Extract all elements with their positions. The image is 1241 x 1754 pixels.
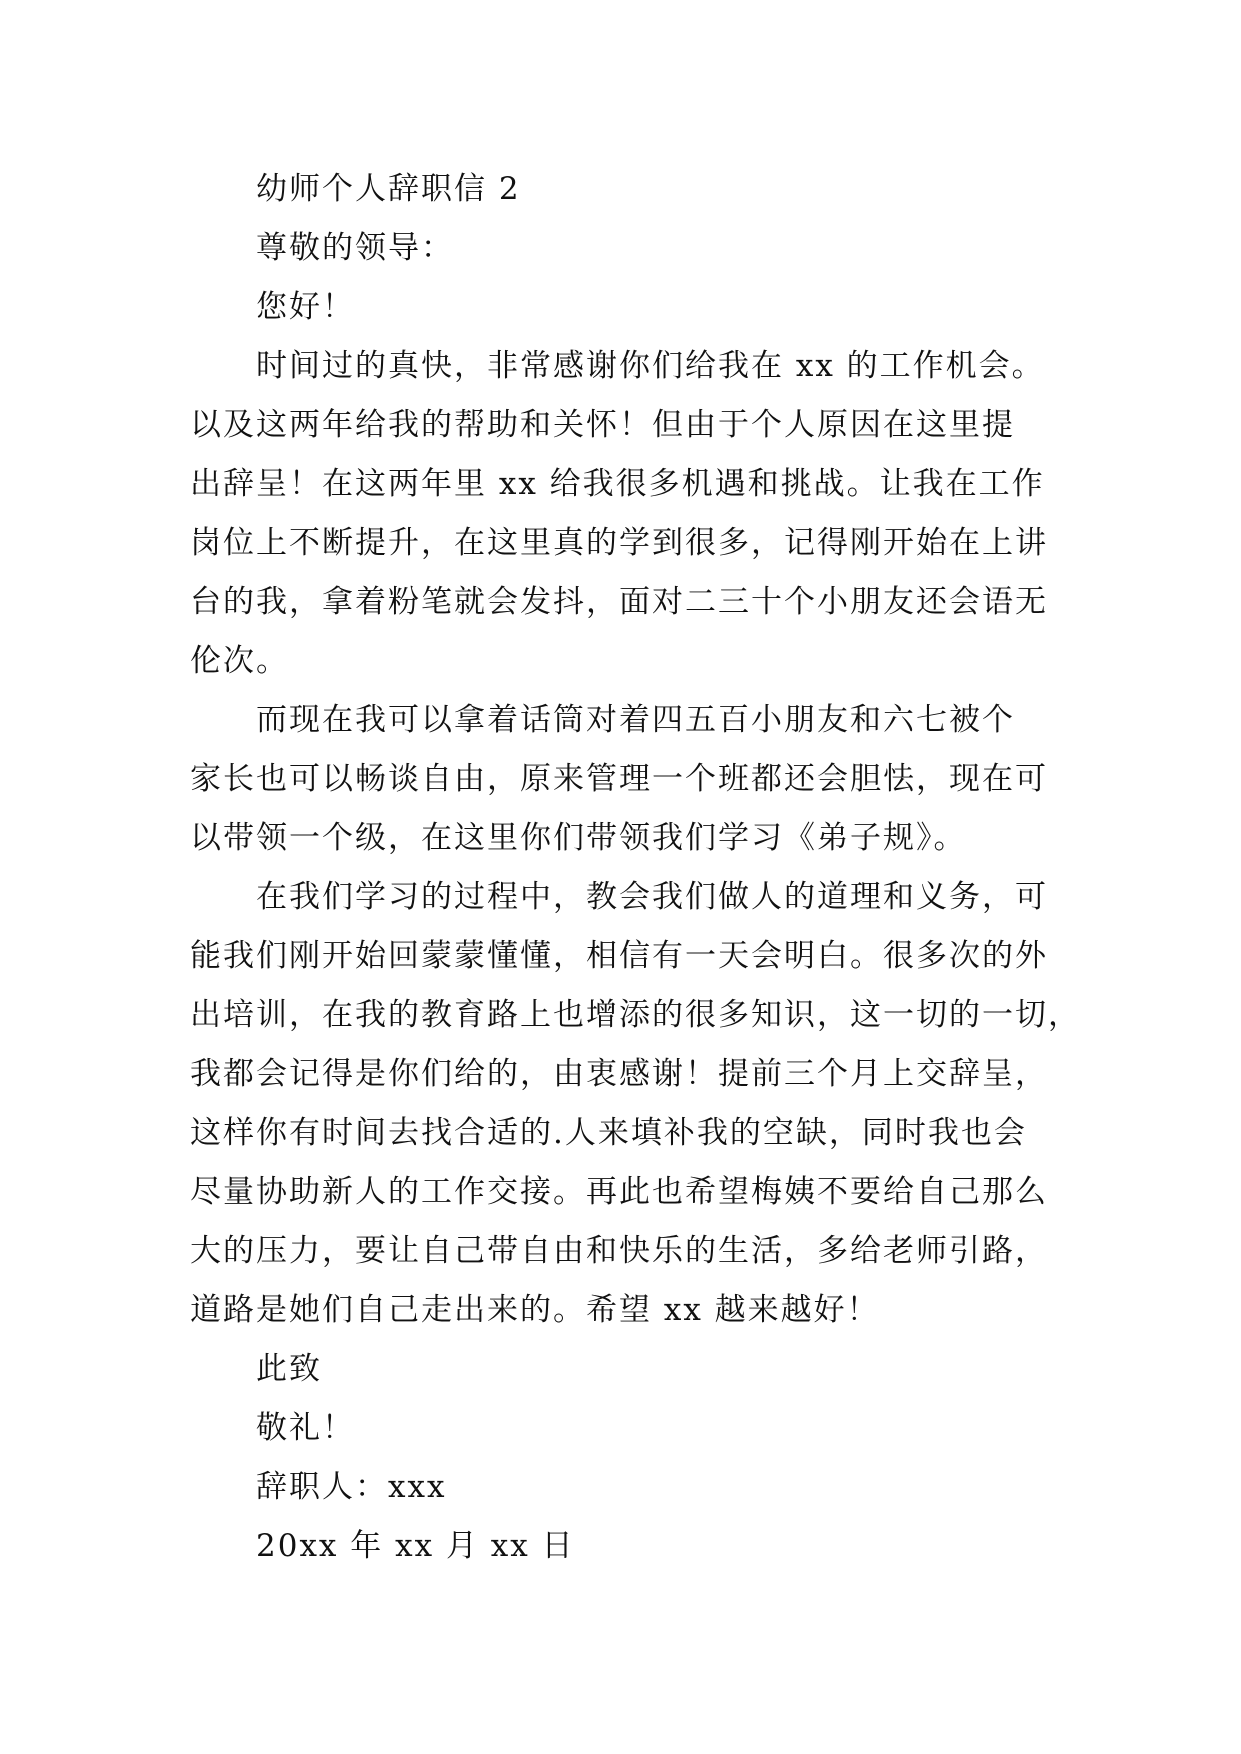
paragraph-line: 家长也可以畅谈自由，原来管理一个班都还会胆怯，现在可 [190,761,1048,797]
paragraph-line: 以带领一个级，在这里你们带领我们学习《弟子规》。 [190,820,967,856]
paragraph-line: 道路是她们自己走出来的。希望 xx 越来越好！ [190,1292,880,1328]
paragraph-line: 时间过的真快，非常感谢你们给我在 xx 的工作机会。 [256,348,1045,384]
paragraph-line: 伦次。 [190,643,289,679]
regards: 敬礼！ [256,1410,355,1446]
salutation: 尊敬的领导： [256,230,454,266]
signature: 辞职人：xxx [256,1469,447,1505]
paragraph-line: 岗位上不断提升，在这里真的学到很多，记得刚开始在上讲 [190,525,1048,561]
paragraph-line: 能我们刚开始回蒙蒙懂懂，相信有一天会明白。很多次的外 [190,938,1048,974]
paragraph-line: 而现在我可以拿着话筒对着四五百小朋友和六七被个 [256,702,1015,738]
paragraph-line: 大的压力，要让自己带自由和快乐的生活，多给老师引路， [190,1233,1048,1269]
letter-title: 幼师个人辞职信 2 [256,171,521,207]
greeting: 您好！ [256,289,355,325]
paragraph-line: 以及这两年给我的帮助和关怀！但由于个人原因在这里提 [190,407,1015,443]
paragraph-line: 出培训，在我的教育路上也增添的很多知识，这一切的一切， [190,997,1081,1033]
paragraph-line: 尽量协助新人的工作交接。再此也希望梅姨不要给自己那么 [190,1174,1048,1210]
paragraph-line: 我都会记得是你们给的，由衷感谢！提前三个月上交辞呈， [190,1056,1048,1092]
date: 20xx 年 xx 月 xx 日 [256,1528,575,1564]
letter-body [190,160,1081,1576]
paragraph-line: 台的我，拿着粉笔就会发抖，面对二三十个小朋友还会语无 [190,584,1048,620]
paragraph-line: 这样你有时间去找合适的.人来填补我的空缺，同时我也会 [190,1115,1027,1151]
closing: 此致 [256,1351,322,1387]
paragraph-line: 在我们学习的过程中，教会我们做人的道理和义务，可 [256,879,1048,915]
paragraph-line: 出辞呈！在这两年里 xx 给我很多机遇和挑战。让我在工作 [190,466,1045,502]
